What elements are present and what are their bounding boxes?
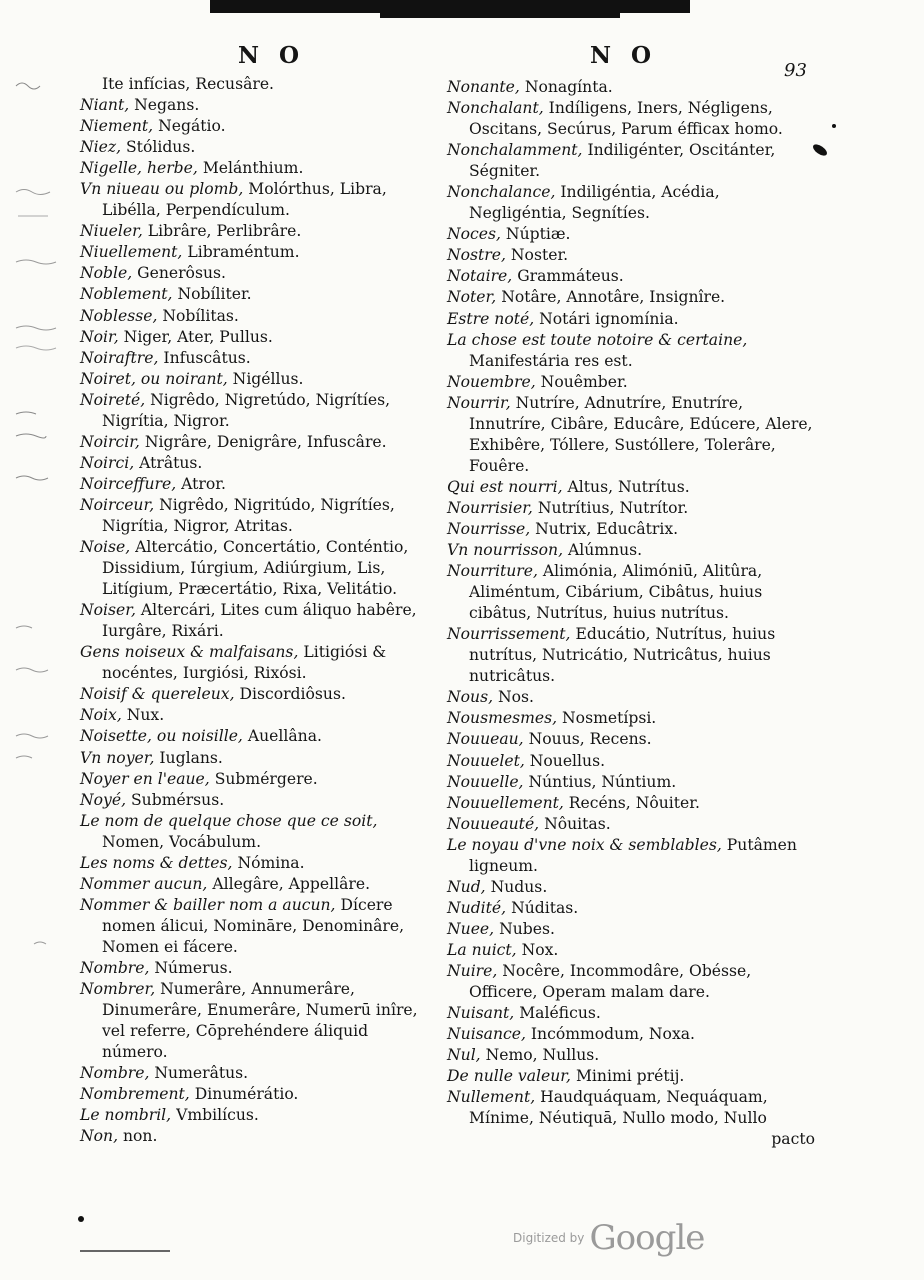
entry-definition: Iuglans.: [154, 748, 223, 767]
bottom-smudge: [80, 1250, 170, 1252]
dictionary-entry: [80, 1126, 438, 1147]
page-number: 93: [784, 60, 807, 81]
entry-headword: Notaire,: [447, 267, 513, 286]
entry-headword: Noyé,: [80, 790, 127, 809]
dictionary-entry: [80, 537, 438, 600]
entry-headword: La chose est toute notoire & certaine,: [447, 330, 748, 349]
ink-spot: [832, 124, 836, 128]
entry-definition: Ite infícias, Recusâre.: [102, 75, 275, 93]
entry-headword: Nommer aucun,: [80, 874, 208, 893]
entry-definition: Minimi prétij.: [571, 1067, 685, 1086]
entry-headword: Le nombril,: [80, 1106, 172, 1125]
dictionary-entry: [447, 330, 815, 372]
entry-headword: Nuisant,: [447, 1004, 515, 1023]
dictionary-entry: [447, 540, 815, 561]
dictionary-entry: [447, 393, 815, 477]
dictionary-entry: [80, 769, 438, 790]
entry-headword: Vn niueau ou plomb,: [80, 180, 244, 199]
entry-definition: Generôsus.: [132, 264, 226, 283]
dictionary-entry: [80, 600, 438, 642]
entry-definition: Nosmetípsi.: [557, 709, 657, 728]
entry-definition: Nobíliter.: [172, 285, 252, 304]
entry-headword: Noblement,: [80, 285, 173, 304]
dictionary-entry: [447, 98, 815, 140]
dictionary-entry: [447, 793, 815, 814]
entry-definition: Altercári, Lites cum áliquo habêre, Iurgâre, Rixári.: [102, 601, 417, 641]
dictionary-entry: [80, 874, 438, 895]
entry-headword: Noiret, ou noirant,: [80, 369, 228, 388]
entry-definition: Allegâre, Appellâre.: [207, 874, 371, 893]
dictionary-entry: [447, 224, 815, 245]
dictionary-entry: [447, 772, 815, 793]
entry-definition: Infuscâtus.: [158, 348, 251, 367]
dictionary-entry: [80, 474, 438, 495]
entry-definition: Altercátio, Concertátio, Conténtio, Dissidium, Iúrgium, Adiúrgium, Lis, Litígium, Præcertátio, Rixa, Velitátio.: [102, 538, 409, 599]
entry-headword: Nonchalance,: [447, 183, 556, 202]
entry-headword: Qui est nourri,: [447, 477, 563, 496]
entry-definition: non.: [118, 1127, 158, 1146]
header-right: N O: [590, 42, 658, 69]
entry-headword: Vn nourrisson,: [447, 541, 564, 560]
entry-definition: Núptiæ.: [500, 225, 571, 244]
entry-definition: Negans.: [129, 96, 200, 115]
entry-headword: Nul,: [447, 1046, 481, 1065]
entry-definition: Numerâtus.: [149, 1064, 249, 1083]
entry-headword: Nonante,: [447, 78, 520, 96]
entry-definition: Nomen, Vocábulum.: [102, 832, 262, 851]
entry-headword: Noiraftre,: [80, 348, 159, 367]
entry-definition: Núditas.: [506, 898, 579, 917]
dictionary-entry: [80, 1063, 438, 1084]
entry-definition: Nobílitas.: [157, 306, 239, 325]
entry-headword: Nouueauté,: [447, 814, 540, 833]
entry-headword: Nullement,: [447, 1088, 536, 1107]
entry-definition: Stólidus.: [121, 138, 196, 157]
dictionary-entry: [447, 1066, 815, 1087]
entry-headword: Noble,: [80, 264, 133, 283]
ink-spot: [78, 1216, 84, 1222]
entry-definition: Dinumérátio.: [189, 1085, 299, 1104]
entry-headword: Les noms & dettes,: [80, 853, 233, 872]
dictionary-entry: [447, 561, 815, 624]
entry-headword: Nigelle, herbe,: [80, 159, 198, 178]
entry-headword: Noir,: [80, 327, 119, 346]
entry-headword: Noyer en l'eaue,: [80, 769, 210, 788]
dictionary-entry: [447, 245, 815, 266]
dictionary-entry: [447, 1024, 815, 1045]
entry-definition: Númerus.: [149, 958, 233, 977]
dictionary-entry: [80, 1084, 438, 1105]
entry-headword: Nourrir,: [447, 393, 511, 412]
entry-headword: Nouuellement,: [447, 793, 564, 812]
entry-definition: Atror.: [176, 474, 226, 493]
entry-headword: Nourrisier,: [447, 498, 533, 517]
entry-headword: Nombrement,: [80, 1085, 190, 1104]
entry-headword: Nostre,: [447, 246, 506, 265]
dictionary-entry: [447, 940, 815, 961]
top-edge-band-center: [380, 0, 620, 18]
entry-headword: Niement,: [80, 117, 154, 136]
entry-definition: Niger, Ater, Pullus.: [118, 327, 273, 346]
dictionary-entry: [80, 790, 438, 811]
dictionary-entry: [80, 263, 438, 284]
entry-headword: Nourriture,: [447, 562, 538, 581]
entry-definition: Litigiósi & nocéntes, Iurgiósi, Rixósi.: [102, 643, 387, 683]
entry-definition: Nigrêdo, Nigretúdo, Nigrítíes, Nigrítia, Nigror.: [102, 390, 391, 430]
entry-definition: Nutrítius, Nutrítor.: [532, 498, 689, 517]
entry-definition: Nutríre, Adnutríre, Enutríre, Innutríre, Cibâre, Educâre, Edúcere, Alere, Exhibêre, Tóllere, Sustóllere, Tolerâre, Fouêre.: [469, 393, 813, 475]
entry-definition: Notári ignomínia.: [534, 309, 679, 328]
entry-definition: Nutrix, Educâtrix.: [530, 519, 679, 538]
entry-definition: Molórthus, Libra, Libélla, Perpendículum.: [102, 180, 387, 220]
entry-headword: Nourrisse,: [447, 519, 531, 538]
entry-headword: Noirceur,: [80, 495, 155, 514]
dictionary-entry: [80, 705, 438, 726]
entry-headword: Nous,: [447, 688, 494, 707]
entry-definition: Alimónia, Alimóniū, Alitûra, Aliméntum, Cibárium, Cibâtus, huius cibâtus, Nutrítus, huius nutrítus.: [469, 562, 763, 623]
entry-headword: Nudité,: [447, 898, 507, 917]
entry-definition: Nouêmber.: [535, 372, 628, 391]
entry-headword: Nouembre,: [447, 372, 536, 391]
entry-definition: Discordiôsus.: [234, 685, 346, 704]
entry-definition: Nemo, Nullus.: [480, 1046, 600, 1065]
watermark-prefix: Digitized by: [513, 1231, 585, 1245]
entry-definition: Nox.: [516, 940, 559, 959]
dictionary-entry: [447, 287, 815, 308]
dictionary-entry: [447, 961, 815, 1003]
entry-headword: Le noyau d'vne noix & semblables,: [447, 835, 722, 854]
dictionary-entry: [80, 306, 438, 327]
entry-headword: Nuire,: [447, 961, 498, 980]
dictionary-entry: [447, 477, 815, 498]
dictionary-entry: [447, 519, 815, 540]
dictionary-entry: [80, 853, 438, 874]
entry-definition: Negátio.: [153, 117, 226, 136]
entry-headword: Noter,: [447, 288, 497, 307]
entry-headword: Noirci,: [80, 453, 135, 472]
entry-definition: Indiligéntia, Acédia, Negligéntia, Segnítíes.: [469, 183, 720, 223]
dictionary-entry: [80, 95, 438, 116]
entry-headword: Noces,: [447, 225, 501, 244]
right-column: [447, 77, 815, 1150]
dictionary-entry: [447, 708, 815, 729]
entry-headword: Niez,: [80, 138, 122, 157]
dictionary-entry: [447, 1045, 815, 1066]
entry-definition: Putâmen ligneum.: [469, 835, 797, 875]
entry-definition: Auellâna.: [242, 727, 322, 746]
entry-definition: Submérgere.: [209, 769, 318, 788]
entry-definition: Nómina.: [232, 853, 305, 872]
entry-headword: Noisette, ou noisille,: [80, 727, 243, 746]
entry-definition: Vmbilícus.: [171, 1106, 259, 1125]
dictionary-entry: [80, 432, 438, 453]
entry-headword: Le nom de quelque chose que ce soit,: [80, 811, 378, 830]
dictionary-entry: [80, 811, 438, 853]
dictionary-entry: [447, 1003, 815, 1024]
dictionary-entry: [80, 684, 438, 705]
entry-headword: Vn noyer,: [80, 748, 155, 767]
dictionary-entry: [447, 266, 815, 287]
dictionary-entry: [80, 327, 438, 348]
entry-headword: Nourrissement,: [447, 625, 571, 644]
dictionary-entry: [80, 74, 438, 95]
dictionary-entry: [447, 372, 815, 393]
entry-headword: Nombrer,: [80, 980, 156, 999]
dictionary-entry: [447, 835, 815, 877]
entry-definition: Haudquáquam, Nequáquam, Mínime, Néutiquā, Nullo modo, Nullo: [469, 1088, 768, 1128]
dictionary-entry: [447, 751, 815, 772]
dictionary-entry: [447, 729, 815, 750]
dictionary-entry: [80, 116, 438, 137]
entry-headword: Noix,: [80, 706, 122, 725]
dictionary-entry: [80, 453, 438, 474]
entry-definition: Submérsus.: [126, 790, 225, 809]
entry-definition: Librâre, Perlibrâre.: [142, 222, 302, 241]
entry-headword: Noise,: [80, 538, 131, 557]
entry-headword: Niant,: [80, 96, 130, 115]
entry-definition: Incómmodum, Noxa.: [525, 1025, 695, 1044]
entry-definition: Nouus, Recens.: [523, 730, 652, 749]
dictionary-entry: [80, 369, 438, 390]
dictionary-entry: [80, 979, 438, 1063]
dictionary-entry: [447, 1087, 815, 1150]
entry-headword: Nouuelle,: [447, 772, 524, 791]
digitized-watermark: [513, 1218, 704, 1258]
entry-definition: Nonagínta.: [519, 78, 613, 96]
entry-headword: Nombre,: [80, 1064, 150, 1083]
dictionary-entry: [447, 182, 815, 224]
dictionary-entry: [80, 895, 438, 958]
google-logo: Google: [589, 1218, 705, 1258]
dictionary-entry: [447, 77, 815, 98]
entry-headword: Nonchalant,: [447, 99, 544, 118]
entry-definition: Maléficus.: [514, 1004, 601, 1023]
entry-definition: Nux.: [121, 706, 165, 725]
entry-definition: Nocêre, Incommodâre, Obésse, Officere, Operam malam dare.: [469, 961, 752, 1002]
dictionary-entry: [447, 898, 815, 919]
entry-definition: Grammáteus.: [512, 267, 624, 286]
dictionary-entry: [80, 1105, 438, 1126]
entry-headword: Nonchalamment,: [447, 141, 583, 160]
entry-definition: Manifestária res est.: [469, 351, 633, 370]
dictionary-entry: [447, 919, 815, 940]
dictionary-entry: [447, 498, 815, 519]
entry-definition: Indiligénter, Oscitánter, Ségniter.: [469, 141, 776, 181]
dictionary-entry: [447, 814, 815, 835]
entry-definition: Nigéllus.: [227, 369, 304, 388]
dictionary-entry: [80, 958, 438, 979]
entry-headword: Noireté,: [80, 390, 146, 409]
entry-headword: Noblesse,: [80, 306, 158, 325]
entry-definition: Recéns, Nôuiter.: [563, 793, 700, 812]
entry-headword: Niuellement,: [80, 243, 183, 262]
entry-definition: Indíligens, Iners, Négligens, Oscitans, Secúrus, Parum éfficax homo.: [469, 99, 783, 139]
entry-definition: Nouellus.: [524, 751, 606, 770]
entry-definition: Numerâre, Annumerâre, Dinumerâre, Enumerâre, Numerū inîre, vel referre, Cōprehéndere áliquid número.: [102, 980, 418, 1062]
dictionary-entry: [80, 284, 438, 305]
entry-definition: Nubes.: [494, 919, 555, 938]
entry-headword: Nuisance,: [447, 1025, 526, 1044]
entry-headword: Noircir,: [80, 432, 140, 451]
entry-definition: Altus, Nutrítus.: [562, 477, 690, 496]
entry-headword: De nulle valeur,: [447, 1067, 571, 1086]
dictionary-entry: [80, 726, 438, 747]
entry-headword: Nouuelet,: [447, 751, 525, 770]
dictionary-entry: [80, 158, 438, 179]
entry-definition: Educátio, Nutrítus, huius nutrítus, Nutricátio, Nutricâtus, huius nutricâtus.: [469, 625, 776, 686]
entry-headword: Nommer & bailler nom a aucun,: [80, 895, 336, 914]
entry-definition: Alúmnus.: [563, 541, 643, 560]
entry-definition: Melánthium.: [197, 159, 304, 178]
entry-definition: Libraméntum.: [182, 243, 300, 262]
left-column: [80, 74, 438, 1147]
entry-headword: Niueler,: [80, 222, 143, 241]
entry-headword: Nouueau,: [447, 730, 524, 749]
entry-definition: Nigrâre, Denigrâre, Infuscâre.: [139, 432, 387, 451]
dictionary-entry: [447, 624, 815, 687]
dictionary-entry: [447, 877, 815, 898]
dictionary-entry: [80, 221, 438, 242]
entry-headword: Nousmesmes,: [447, 709, 558, 728]
dictionary-entry: [447, 687, 815, 708]
entry-definition: Notâre, Annotâre, Insignîre.: [496, 288, 726, 307]
entry-headword: Noisif & quereleux,: [80, 685, 235, 704]
entry-headword: Estre noté,: [447, 309, 535, 328]
dictionary-entry: [80, 642, 438, 684]
dictionary-entry: [80, 495, 438, 537]
entry-definition: Nigrêdo, Nigritúdo, Nigrítíes, Nigrítia, Nigror, Atritas.: [102, 495, 395, 535]
entry-definition: Noster.: [505, 246, 569, 265]
entry-definition: Nudus.: [485, 877, 548, 896]
dictionary-entry: [80, 179, 438, 221]
dictionary-entry: [80, 748, 438, 769]
entry-definition: Atrâtus.: [134, 453, 203, 472]
entry-headword: Noirceffure,: [80, 474, 177, 493]
entry-definition: Núntius, Núntium.: [523, 772, 677, 791]
dictionary-entry: [447, 309, 815, 330]
entry-headword: Nud,: [447, 877, 486, 896]
entry-definition: Dícere nomen álicui, Nomināre, Denominâre, Nomen ei fácere.: [102, 895, 405, 956]
entry-headword: Nuee,: [447, 919, 495, 938]
catchword: pacto: [771, 1130, 815, 1149]
dictionary-entry: [447, 140, 815, 182]
dictionary-entry: [80, 242, 438, 263]
header-left: N O: [238, 42, 306, 69]
entry-headword: La nuict,: [447, 940, 517, 959]
entry-definition: Nos.: [493, 688, 534, 707]
dictionary-entry: [80, 348, 438, 369]
dictionary-entry: [80, 137, 438, 158]
dictionary-entry: [80, 390, 438, 432]
entry-headword: Noiser,: [80, 601, 136, 620]
entry-definition: Nôuitas.: [539, 814, 611, 833]
entry-headword: Gens noiseux & malfaisans,: [80, 643, 299, 662]
entry-headword: Nombre,: [80, 958, 150, 977]
entry-headword: Non,: [80, 1127, 119, 1146]
